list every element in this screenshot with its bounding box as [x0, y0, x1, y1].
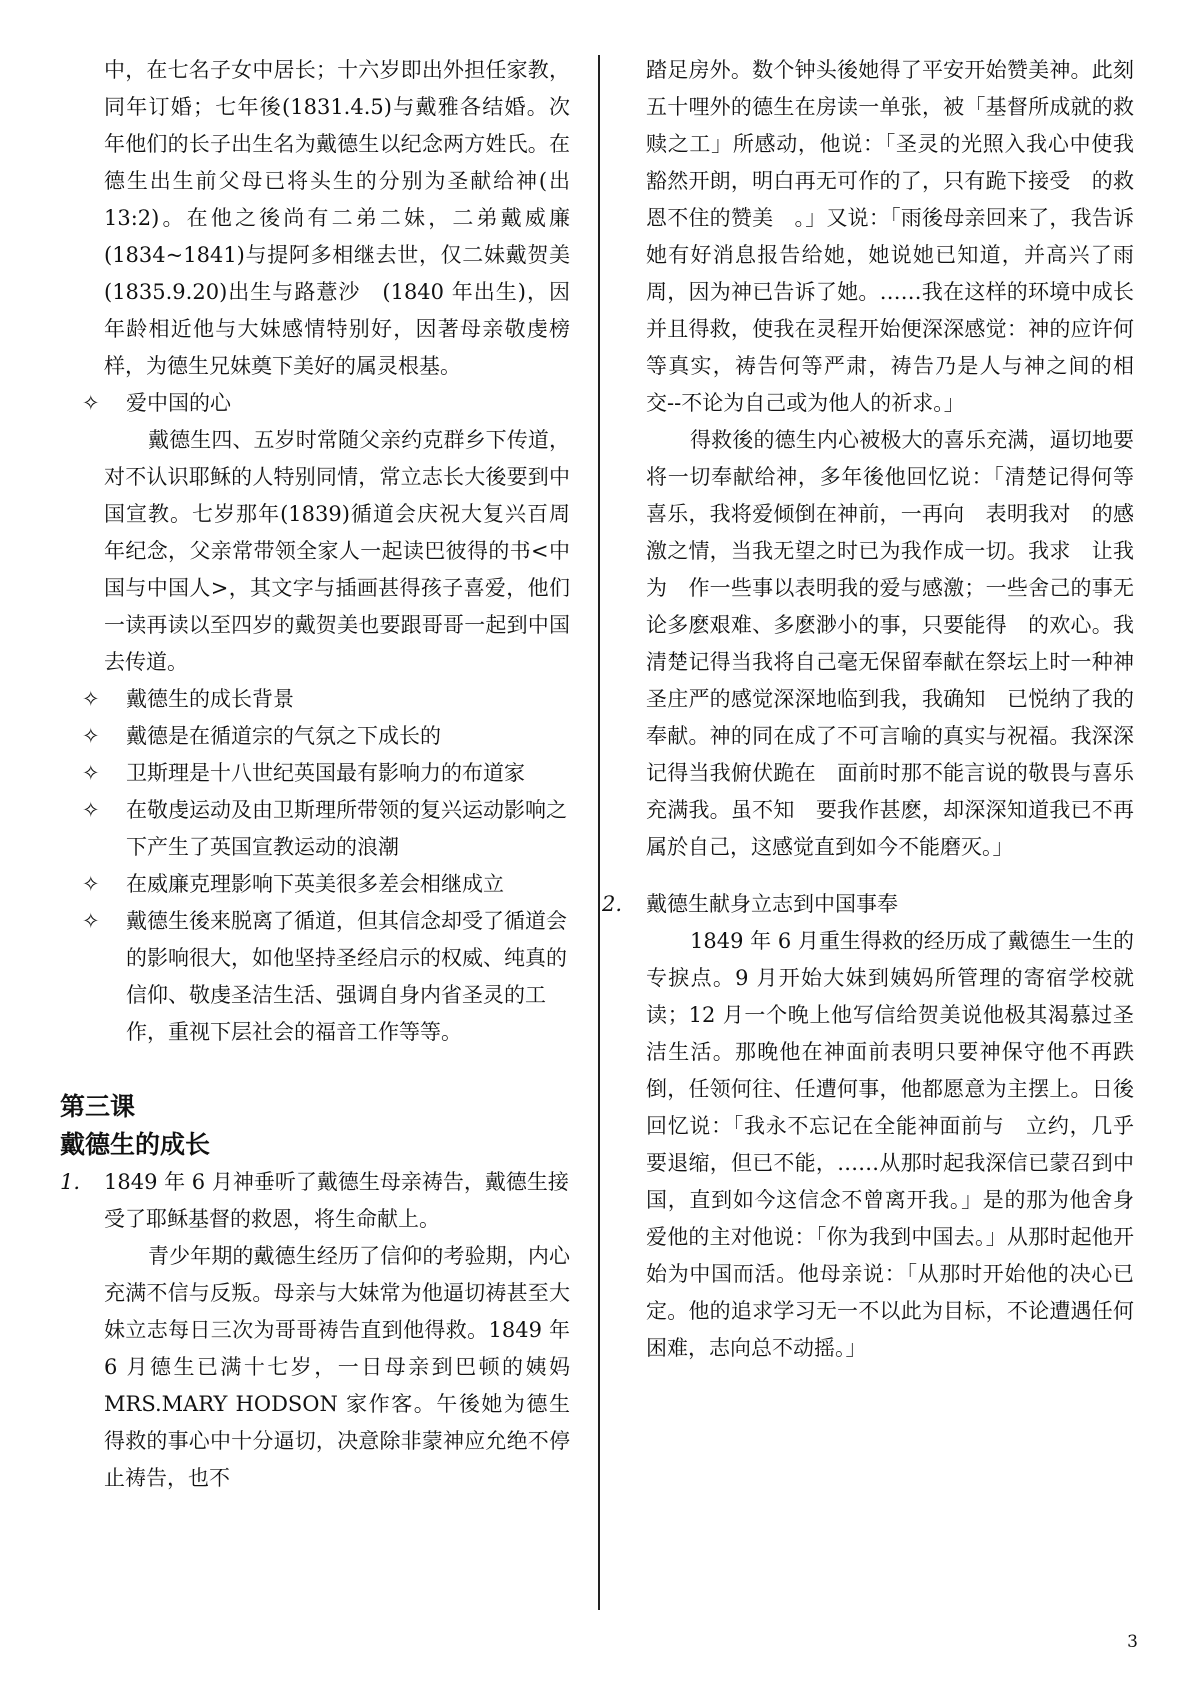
lesson-title: 戴德生的成长 [60, 1130, 211, 1159]
bullet-item: ✧ 在敬虔运动及由卫斯理所带领的复兴运动影响之下产生了英国宣教运动的浪潮 [60, 792, 570, 866]
right-column [602, 52, 1134, 1367]
body-paragraph: 踏足房外。数个钟头後她得了平安开始赞美神。此刻五十哩外的德生在房读一单张，被「基督所成就的救赎之工」所感动，他说：「圣灵的光照入我心中使我豁然开朗，明白再无可作的了，只有跪下接受 的救恩不住的赞美 。」又说：「雨後母亲回来了，我告诉她有好消息报告给她，她说她已知道，并高兴了雨周，因为神已告诉了她。……我在这样的环境中成长并且得救，使我在灵程开始便深深感觉：神的应许何等真实，祷告何等严肃，祷告乃是人与神之间的相交--不论为自己或为他人的祈求。」 [646, 58, 1134, 415]
item-number: 1. [60, 1170, 81, 1194]
bullet-paragraph: 戴德生四、五岁时常随父亲约克群乡下传道，对不认识耶稣的人特别同情，常立志长大後要到中国宣教。七岁那年(1839)循道会庆祝大复兴百周年纪念，父亲常带领全家人一起读巴彼得的书<中国与中国人>，其文字与插画甚得孩子喜爱，他们一读再读以至四岁的戴贺美也要跟哥哥一起到中国去传道。 [104, 428, 570, 674]
column-divider [598, 55, 600, 1610]
lesson-heading: 第三课 [60, 1092, 136, 1121]
diamond-bullet-icon: ✧ [82, 724, 100, 748]
numbered-item [60, 1164, 570, 1238]
continued-paragraph: 中，在七名子女中居长；十六岁即出外担任家教，同年订婚；七年後(1831.4.5)与戴雅各结婚。次年他们的长子出生名为戴德生以纪念两方姓氏。在德生出生前父母已将头生的分别为圣献给神(出 13:2)。在他之後尚有二弟二妹，二弟戴威廉(1834~1841)与提阿多相继去世，仅二妹戴贺美(1835.9.20)出生与路薏沙 (1840 年出生)，因年龄相近他与大妹感情特别好，因著母亲敬虔榜样，为德生兄妹奠下美好的属灵根基。 [104, 58, 570, 378]
body-paragraph: 1849 年 6 月重生得救的经历成了戴德生一生的专捩点。9 月开始大妹到姨妈所管理的寄宿学校就读；12 月一个晚上他写信给贺美说他极其渴慕过圣洁生活。那晚他在神面前表明只要神保守他不再跌倒，任领何往、任遭何事，他都愿意为主摆上。日後回忆说：「我永不忘记在全能神面前与 立约，几乎要退缩，但已不能，……从那时起我深信已蒙召到中国，直到如今这信念不曾离开我。」是的那为他舍身爱他的主对他说：「你为我到中国去。」从那时起他开始为中国而活。他母亲说：「从那时开始他的决心已定。他的追求学习无一不以此为目标，不论遭遇任何困难，志向总不动摇。」 [646, 929, 1134, 1360]
item-number: 2. [602, 892, 623, 916]
bullet-item: ✧ 在威廉克理影响下英美很多差会相继成立 [60, 866, 570, 903]
diamond-bullet-icon: ✧ [82, 391, 100, 415]
body-paragraph: 青少年期的戴德生经历了信仰的考验期，内心充满不信与反叛。母亲与大妹常为他逼切祷甚至大妹立志每日三次为哥哥祷告直到他得救。1849 年 6 月德生已满十七岁，一日母亲到巴顿的姨妈 MRS.MARY HODSON 家作客。午後她为德生得救的事心中十分逼切，决意除非蒙神应允绝不停止祷告，也不 [104, 1244, 570, 1490]
body-paragraph: 得救後的德生内心被极大的喜乐充满，逼切地要将一切奉献给神，多年後他回忆说：「清楚记得何等喜乐，我将爱倾倒在神前，一再向 表明我对 的感激之情，当我无望之时已为我作成一切。我求 让我为 作一些事以表明我的爱与感激；一些舍己的事无论多麽艰难、多麽渺小的事，只要能得 的欢心。我清楚记得当我将自己毫无保留奉献在祭坛上时一种神圣庄严的感觉深深地临到我，我确知 已悦纳了我的奉献。神的同在成了不可言喻的真实与祝福。我深深记得当我俯伏跪在 面前时那不能言说的敬畏与喜乐充满我。虽不知 要我作甚麽，却深深知道我已不再属於自己，这感觉直到如今不能磨灭。」 [646, 428, 1134, 859]
diamond-bullet-icon: ✧ [82, 872, 100, 896]
section-heading: 戴德生献身立志到中国事奉 [646, 892, 898, 916]
diamond-bullet-icon: ✧ [82, 798, 100, 822]
page-number: 3 [1127, 1632, 1138, 1652]
bullet-heading: 爱中国的心 [126, 391, 231, 415]
numbered-item-text: 1849 年 6 月神垂听了戴德生母亲祷告，戴德生接受了耶稣基督的救恩，将生命献上。 [104, 1170, 569, 1231]
left-column [60, 52, 570, 1497]
diamond-bullet-icon: ✧ [82, 687, 100, 711]
bullet-item: ✧ 戴德是在循道宗的气氛之下成长的 [60, 718, 570, 755]
bullet-item: ✧ 戴德生後来脱离了循道，但其信念却受了循道会的影响很大，如他坚持圣经启示的权威、纯真的信仰、敬虔圣洁生活、强调自身内省圣灵的工作，重视下层社会的福音工作等等。 [60, 903, 570, 1051]
bullet-item: ✧ 卫斯理是十八世纪英国最有影响力的布道家 [60, 755, 570, 792]
diamond-bullet-icon: ✧ [82, 761, 100, 785]
numbered-item [602, 886, 1134, 923]
bullet-item: ✧ 戴德生的成长背景 [60, 681, 570, 718]
diamond-bullet-icon: ✧ [82, 909, 100, 933]
bullet-item [60, 385, 570, 422]
